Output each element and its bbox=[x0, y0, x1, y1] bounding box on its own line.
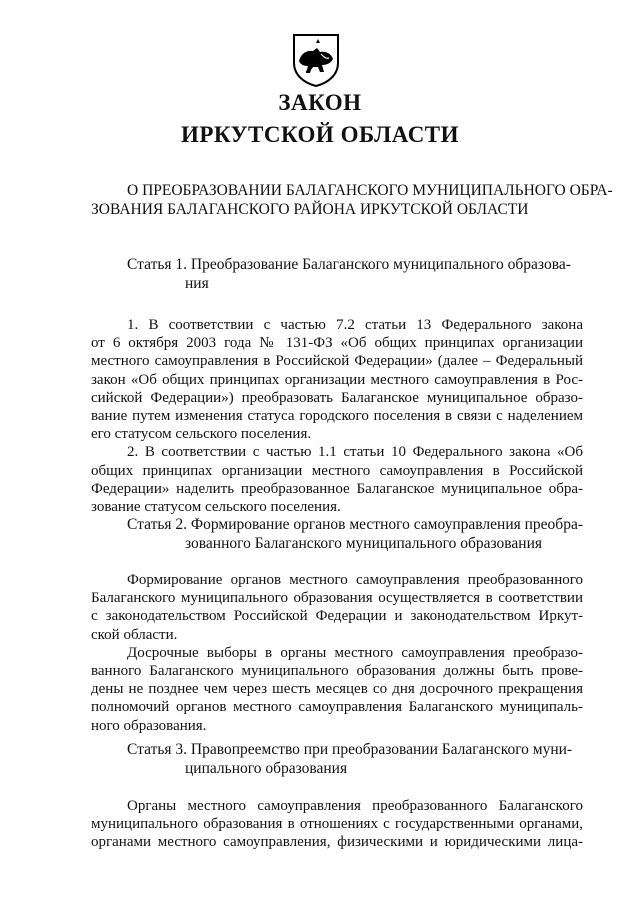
text-line: дены не позднее чем через шесть месяцев со дня досрочного прекращения bbox=[91, 681, 583, 698]
article-heading-line: Статья 2. Формирование органов местного самоуправления преобра- bbox=[127, 516, 583, 533]
text-line: муниципального образования в отношениях с государственными органами, bbox=[91, 816, 583, 833]
text-line: Балаганского муниципального образования осуществляется в соответствии bbox=[91, 590, 583, 607]
law-title: ЗАКОН bbox=[278, 90, 362, 115]
article-heading-line: зованного Балаганского муниципального образования bbox=[185, 535, 542, 552]
article-heading bbox=[91, 515, 583, 553]
text-line: органами местного самоуправления, физическими и юридическими лица- bbox=[91, 834, 583, 851]
text-line: ской области. bbox=[91, 626, 178, 643]
article-paragraph bbox=[91, 571, 583, 735]
text-line: ного образования. bbox=[91, 717, 207, 734]
text-line: общих принципах организации местного самоуправления в Российской bbox=[91, 462, 583, 479]
text-line: 2. В соответствии с частью 1.1 статьи 10 Федерального закона «Об bbox=[127, 444, 583, 461]
text-line: Органы местного самоуправления преобразованного Балаганского bbox=[127, 798, 583, 814]
article-paragraph bbox=[91, 316, 583, 516]
text-line: местного самоуправления в Российской Федерации» (далее – Федеральный bbox=[91, 353, 583, 370]
text-line: вание путем изменения статуса городского поселения в связи с наделением bbox=[91, 408, 583, 425]
article-heading bbox=[91, 255, 583, 293]
text-line: закон «Об общих принципах организации местного самоуправления в Рос- bbox=[91, 371, 583, 388]
text-line: Досрочные выборы в органы местного самоуправления преобразо- bbox=[127, 644, 583, 661]
text-line: с законодательством Российской Федерации и законодательством Иркут- bbox=[91, 608, 583, 625]
article-heading-line: ципального образования bbox=[185, 760, 348, 777]
text-line: ванного Балаганского муниципального образования должны быть прове- bbox=[91, 663, 583, 680]
law-title-region: ИРКУТСКОЙ ОБЛАСТИ bbox=[180, 122, 460, 147]
article-paragraph bbox=[91, 797, 583, 852]
text-line: 1. В соответствии с частью 7.2 статьи 13 Федерального закона bbox=[127, 317, 583, 333]
article-heading-line: Статья 1. Преобразование Балаганского муниципального образова- bbox=[127, 256, 571, 273]
law-subject-line: О ПРЕОБРАЗОВАНИИ БАЛАГАНСКОГО МУНИЦИПАЛЬНОГО ОБРА- bbox=[127, 182, 613, 199]
law-subject bbox=[91, 181, 613, 219]
text-line: Федерации» наделить преобразованное Балаганское муниципальное обра- bbox=[91, 480, 583, 497]
text-line: сийской Федерации») преобразовать Балаганское муниципальное образо- bbox=[91, 389, 583, 406]
text-line: от 6 октября 2003 года № 131-ФЗ «Об общих принципах организации bbox=[91, 335, 583, 352]
irkutsk-coat-of-arms-icon bbox=[291, 33, 341, 87]
article-heading-line: Статья 3. Правопреемство при преобразовании Балаганского муни- bbox=[127, 741, 573, 758]
text-line: его статусом сельского поселения. bbox=[91, 426, 312, 443]
text-line: зование статусом сельского поселения. bbox=[91, 499, 341, 516]
law-subject-line: ЗОВАНИЯ БАЛАГАНСКОГО РАЙОНА ИРКУТСКОЙ ОБЛАСТИ bbox=[91, 201, 529, 218]
article-heading bbox=[91, 740, 583, 778]
article-heading-line: ния bbox=[185, 275, 209, 292]
text-line: полномочий органов местного самоуправления Балаганского муниципаль- bbox=[91, 699, 583, 716]
text-line: Формирование органов местного самоуправления преобразованного bbox=[127, 572, 583, 588]
